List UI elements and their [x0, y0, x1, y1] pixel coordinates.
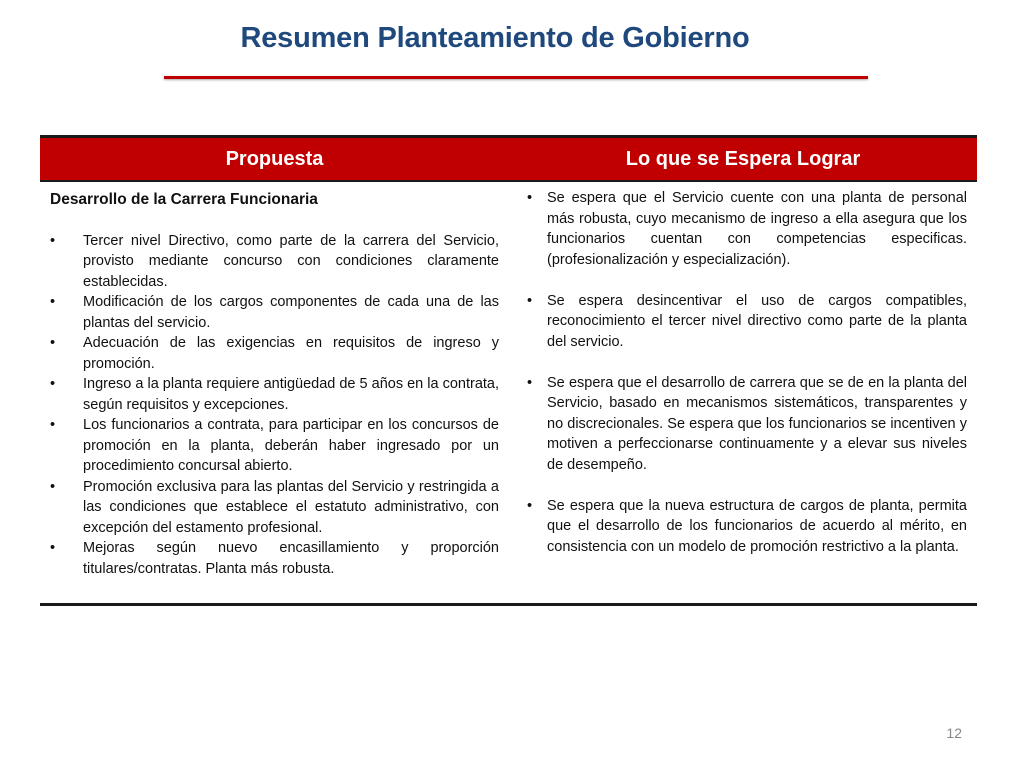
list-item: [527, 373, 967, 476]
header-espera-lograr: Lo que se Espera Lograr: [625, 147, 861, 170]
title-underline: [164, 76, 868, 79]
list-item-text: Adecuación de las exigencias en requisitos de ingreso y promoción.: [83, 335, 499, 372]
list-item-text: Tercer nivel Directivo, como parte de la carrera del Servicio, provisto mediante concurso con condiciones claramente establecidas.: [83, 232, 499, 290]
bullet-icon: •: [527, 374, 533, 391]
list-item-text: Modificación de los cargos componentes de cada una de las plantas del servicio.: [83, 294, 499, 331]
bullet-icon: •: [50, 335, 56, 351]
list-item-text: Ingreso a la planta requiere antigüedad de 5 años en la contrata, según requisitos y excepciones.: [83, 376, 499, 413]
propuesta-heading: Desarrollo de la Carrera Funcionaria: [50, 191, 318, 208]
bullet-icon: •: [50, 417, 56, 433]
propuesta-list: [50, 231, 499, 580]
espera-cell: [509, 182, 977, 579]
list-item: [527, 188, 967, 270]
list-item-text: Se espera que la nueva estructura de cargos de planta, permita que el desarrollo de los funcionarios de acuerdo al mérito, en consistencia con un modelo de promoción restrictivo a la planta.: [547, 497, 967, 555]
propuesta-cell: [40, 182, 509, 579]
table-body-row: [40, 182, 977, 579]
list-item: [527, 496, 967, 558]
list-item-text: Se espera que el desarrollo de carrera que se de en la planta del Servicio, basado en mecanismos sistemáticos, transparentes y no discrecionales. Se espera que los funcionarios se incentiven y motiven a perfeccionarse continuamente y a elevar sus niveles de desempeño.: [547, 374, 967, 473]
list-item-text: Los funcionarios a contrata, para participar en los concursos de promoción en la planta, deberán haber ingresado por un procedimiento concursal abierto.: [83, 417, 499, 474]
list-item: [50, 292, 499, 333]
list-item: [527, 291, 967, 353]
bullet-icon: •: [50, 232, 56, 249]
slide-title: Resumen Planteamiento de Gobierno: [240, 22, 750, 54]
page-number: 12: [946, 725, 962, 741]
bullet-icon: •: [50, 478, 56, 495]
bullet-icon: •: [50, 376, 56, 392]
bullet-icon: •: [50, 540, 56, 556]
summary-table: [40, 135, 977, 606]
bullet-icon: •: [527, 497, 533, 514]
table-header-row: [40, 138, 977, 182]
list-item-text: Se espera que el Servicio cuente con una planta de personal más robusta, cuyo mecanismo de ingreso a ella asegura que los funcionarios cuentan con competencias especificas. (profesionalización y especialización).: [547, 190, 967, 268]
bullet-icon: •: [527, 292, 533, 309]
list-item: [50, 333, 499, 374]
bullet-icon: •: [50, 294, 56, 310]
list-item: [50, 415, 499, 477]
list-item-text: Mejoras según nuevo encasillamiento y proporción titulares/contratas. Planta más robusta.: [83, 540, 499, 577]
espera-list: [519, 188, 967, 557]
list-item: [50, 374, 499, 415]
list-item: [50, 477, 499, 539]
bullet-icon: •: [527, 190, 533, 206]
list-item-text: Se espera desincentivar el uso de cargos compatibles, reconocimiento el tercer nivel directivo como parte de la planta del servicio.: [547, 292, 967, 350]
list-item: [50, 231, 499, 293]
list-item: [50, 538, 499, 579]
header-propuesta: Propuesta: [225, 147, 324, 170]
list-item-text: Promoción exclusiva para las plantas del Servicio y restringida a las condiciones que establece el estatuto administrativo, con excepción del estamento profesional.: [83, 478, 499, 536]
